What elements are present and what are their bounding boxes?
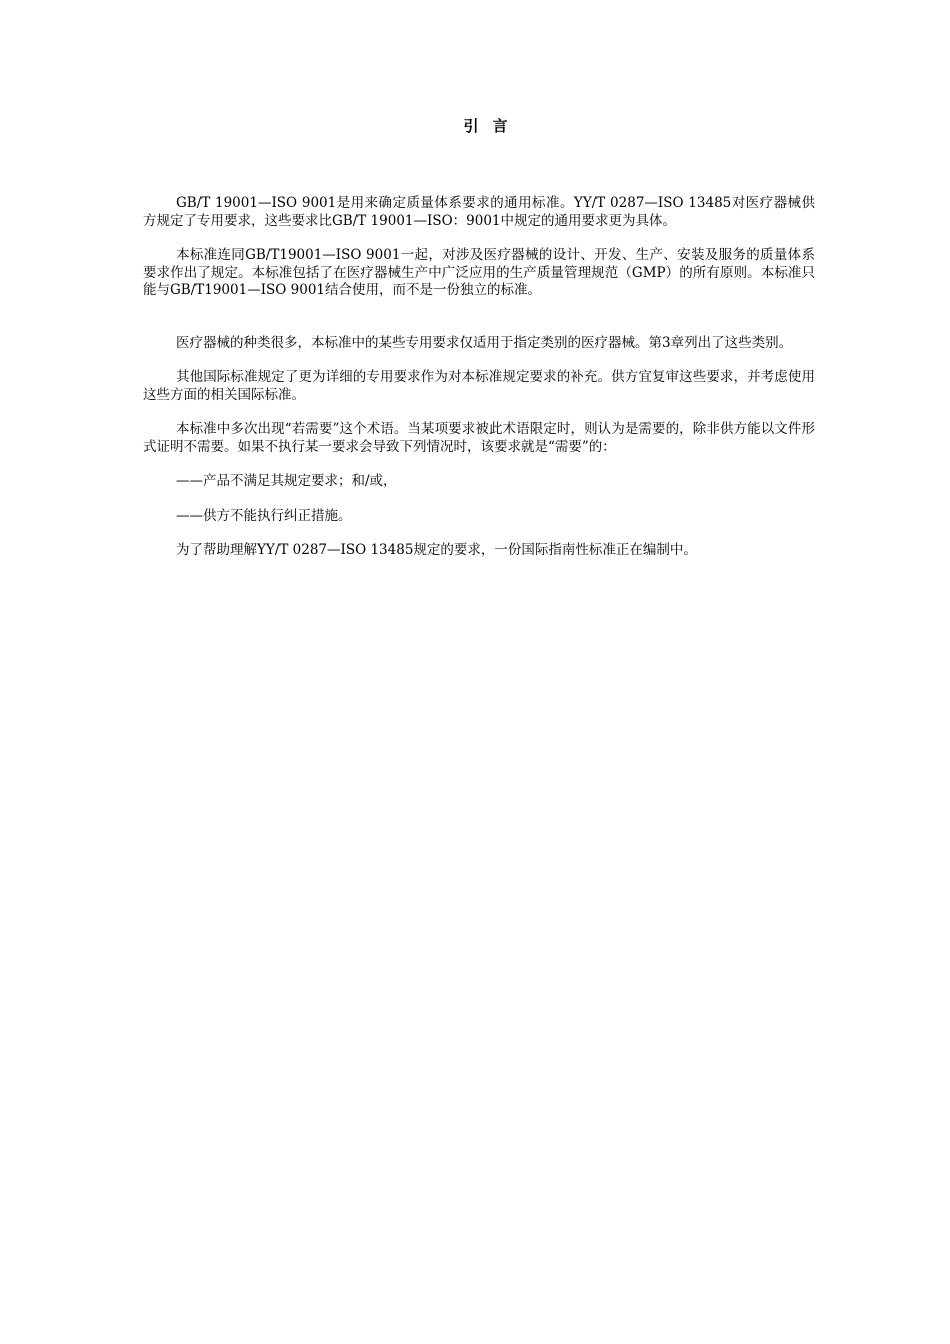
paragraph-3: 医疗器械的种类很多，本标准中的某些专用要求仅适用于指定类别的医疗器械。第3章列出了这些类别。 — [176, 334, 793, 351]
paragraph-1: GB/T 19001—ISO 9001是用来确定质量体系要求的通用标准。YY/T 0287—ISO 13485对医疗器械供方规定了专用要求，这些要求比GB/T 19001—ISO：9001中规定的通用要求更为具体。 — [143, 195, 815, 229]
paragraph-5: 本标准中多次出现“若需要”这个术语。当某项要求被此术语限定时，则认为是需要的，除非供方能以文件形式证明不需要。如果不执行某一要求会导致下列情况时，该要求就是“需要”的： — [143, 421, 815, 455]
document-body — [143, 195, 815, 560]
paragraph-4: 其他国际标准规定了更为详细的专用要求作为对本标准规定要求的补充。供方宜复审这些要求，并考虑使用这些方面的相关国际标准。 — [143, 369, 815, 403]
page-title: 引言 — [463, 117, 522, 135]
paragraph-6: 为了帮助理解YY/T 0287—ISO 13485规定的要求，一份国际指南性标准正在编制中。 — [176, 542, 697, 558]
paragraph-2: 本标准连同GB/T19001—ISO 9001一起，对涉及医疗器械的设计、开发、生产、安装及服务的质量体系要求作出了规定。本标准包括了在医疗器械生产中广泛应用的生产质量管理规范（GMP）的所有原则。本标准只能与GB/T19001—ISO 9001结合使用，而不是一份独立的标准。 — [143, 247, 815, 298]
list-item-2: ——供方不能执行纠正措施。 — [176, 507, 352, 524]
list-item-1: ——产品不满足其规定要求；和/或， — [176, 473, 397, 489]
